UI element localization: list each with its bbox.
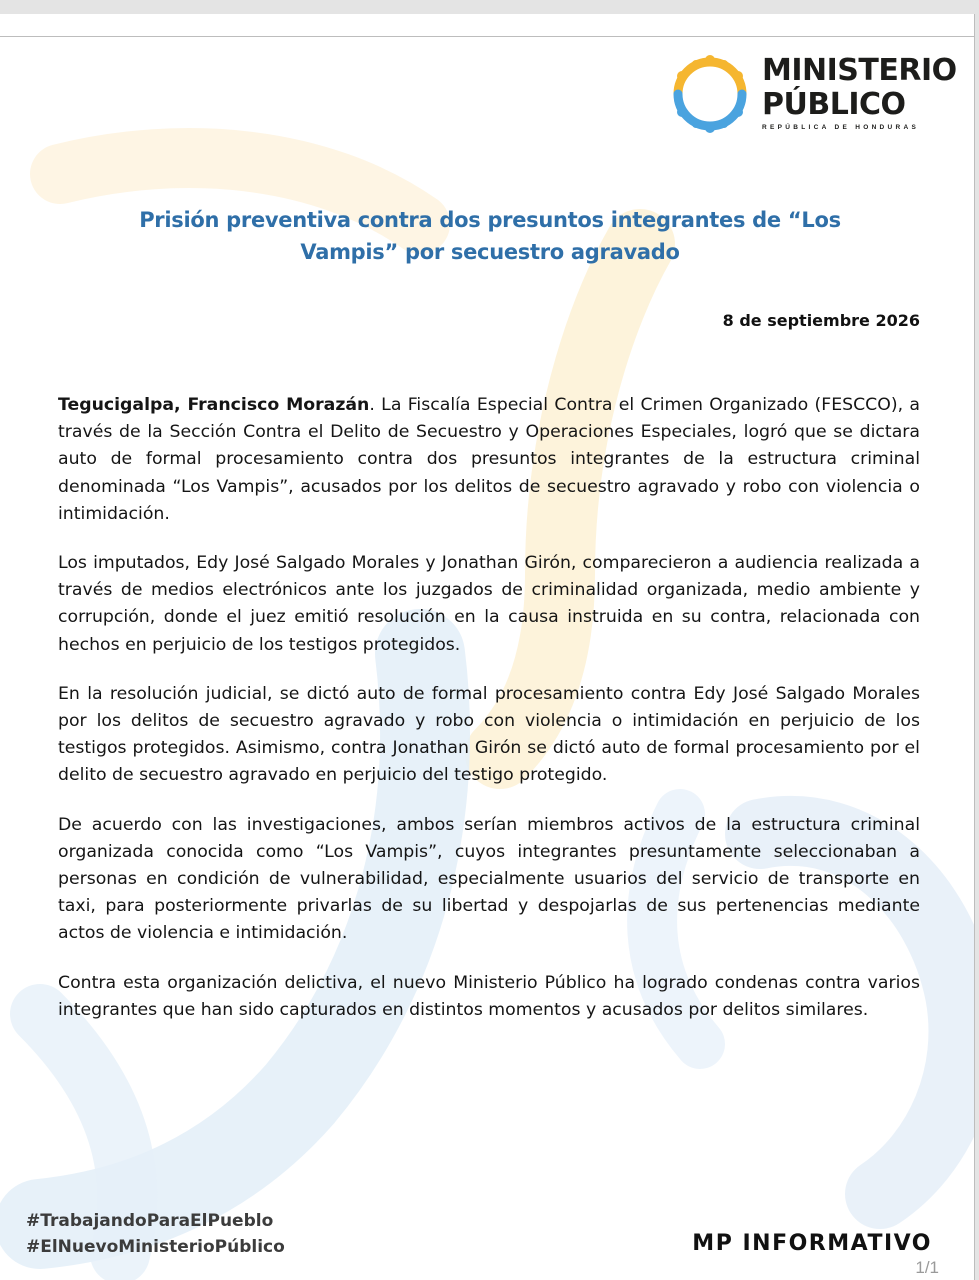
ministerio-publico-emblem-icon bbox=[668, 52, 752, 136]
hashtags bbox=[26, 1208, 285, 1260]
page-number: 1/1 bbox=[915, 1258, 939, 1277]
dateline: Tegucigalpa, Francisco Morazán bbox=[58, 395, 370, 415]
ministerio-publico-logo bbox=[668, 52, 958, 142]
hashtag-nuevo-ministerio: #ElNuevoMinisterioPúblico bbox=[26, 1237, 285, 1257]
release-date: 8 de septiembre 2026 bbox=[722, 311, 920, 330]
logo-line-publico: PÚBLICO bbox=[762, 87, 906, 122]
paragraph-2: Los imputados, Edy José Salgado Morales y Jonathan Girón, comparecieron a audiencia realizada a través de medios electrónicos ante los juzgados de criminalidad organizada, medio ambiente y corrupción, donde el juez emitió resolución en la causa instruida en su contra, relacionada con hechos en perjuicio de los testigos protegidos. bbox=[58, 553, 920, 655]
press-release-body bbox=[58, 392, 920, 1046]
logo-subtitle: REPÚBLICA DE HONDURAS bbox=[762, 124, 920, 131]
document-page bbox=[0, 14, 975, 1280]
page-edge bbox=[974, 14, 975, 1280]
footer-brand: MP INFORMATIVO bbox=[692, 1231, 932, 1256]
paragraph-4: De acuerdo con las investigaciones, ambos serían miembros activos de la estructura criminal organizada conocida como “Los Vampis”, cuyos integrantes presuntamente seleccionaban a personas en condición de vulnerabilidad, especialmente usuarios del servicio de transporte en taxi, para posteriormente privarlas de su libertad y despojarlas de sus pertenencias mediante actos de violencia e intimidación. bbox=[58, 814, 920, 944]
paragraph-1 bbox=[58, 392, 920, 528]
paragraph-3: En la resolución judicial, se dictó auto de formal procesamiento contra Edy José Salgado Morales por los delitos de secuestro agravado y robo con violencia o intimidación en perjuicio de los testigos protegidos. Asimismo, contra Jonathan Girón se dictó auto de formal procesamiento por el delito de secuestro agravado en perjuicio del testigo protegido. bbox=[58, 683, 920, 786]
paragraph-5: Contra esta organización delictiva, el nuevo Ministerio Público ha logrado condenas contra varios integrantes que han sido capturados en distintos momentos y acusados por delitos similares. bbox=[58, 972, 920, 1020]
paragraph-1-text: . La Fiscalía Especial Contra el Crimen Organizado (FESCCO), a través de la Sección Contra el Delito de Secuestro y Operaciones Especiales, logró que se dictara auto de formal procesamiento contra dos presuntos integrantes de la estructura criminal denominada “Los Vampis”, acusados por los delitos de secuestro agravado y robo con violencia o intimidación. bbox=[58, 395, 921, 524]
header-rule bbox=[0, 36, 975, 37]
logo-line-ministerio: MINISTERIO bbox=[762, 53, 957, 88]
hashtag-trabajando: #TrabajandoParaElPueblo bbox=[26, 1211, 274, 1231]
press-release-title: Prisión preventiva contra dos presuntos integrantes de “Los Vampis” por secuestro agravado bbox=[139, 208, 841, 264]
